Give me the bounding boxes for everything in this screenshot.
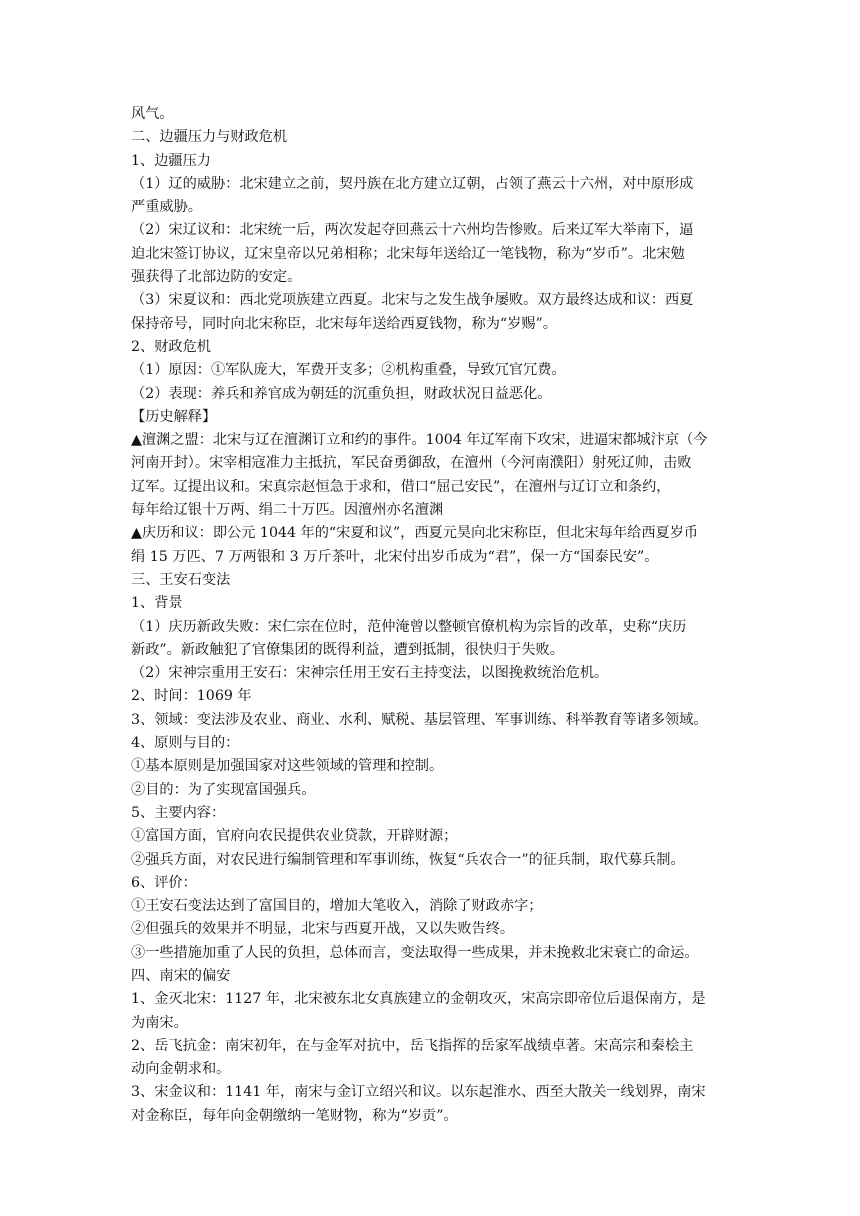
subsection-heading: 1、背景 — [131, 595, 183, 612]
text-line: （2）表现：养兵和养官成为朝廷的沉重负担，财政状况日益恶化。 — [131, 385, 552, 402]
text-line: ▲庆历和议：即公元 1044 年的“宋夏和议”，西夏元昊向北宋称臣，但北宋每年给西夏岁币 — [131, 525, 699, 542]
subsection-heading: 1、边疆压力 — [131, 152, 211, 169]
text-line: 为南宋。 — [131, 1014, 188, 1031]
text-line: 风气。 — [131, 106, 174, 122]
text-line: 3、领域：变法涉及农业、商业、水利、赋税、基层管理、军事训练、科举教育等诸多领域。 — [131, 711, 708, 728]
text-line: 严重威胁。 — [131, 199, 202, 216]
text-line: 保持帝号，同时向北宋称臣，北宋每年送给西夏钱物，称为“岁赐”。 — [131, 315, 557, 332]
text-line: ▲澶渊之盟：北宋与辽在澶渊订立和约的事件。1004 年辽军南下攻宋，进逼宋都城汴京（今 — [131, 432, 708, 449]
text-line: ①王安石变法达到了富国目的，增加大笔收入，消除了财政赤字； — [131, 898, 543, 915]
text-line: 每年给辽银十万两、绢二十万匹。因澶州亦名澶渊 — [131, 502, 444, 519]
text-line: 强获得了北部边防的安定。 — [131, 269, 302, 286]
text-line: 河南开封）。宋宰相寇准力主抵抗，军民奋勇御敌，在澶州（今河南濮阳）射死辽帅，击败 — [131, 455, 692, 472]
text-line: （2）宋辽议和：北宋统一后，两次发起夺回燕云十六州均告惨败。后来辽军大举南下，逼 — [131, 222, 694, 239]
text-line: 对金称臣，每年向金朝缴纳一笔财物，称为“岁贡”。 — [131, 1107, 458, 1124]
text-line: 3、宋金议和：1141 年，南宋与金订立绍兴和议。以东起淮水、西至大散关一线划界，南宋 — [131, 1084, 706, 1101]
text-line: （1）原因：①军队庞大，军费开支多；②机构重叠，导致冗官冗费。 — [131, 362, 566, 379]
section-heading: 【历史解释】 — [131, 408, 217, 425]
subsection-heading: 6、评价： — [131, 874, 197, 891]
text-line: 动向金朝求和。 — [131, 1061, 231, 1078]
text-line: ②强兵方面，对农民进行编制管理和军事训练，恢复“兵农合一”的征兵制，取代募兵制。 — [131, 851, 685, 868]
text-line: ③一些措施加重了人民的负担，总体而言，变法取得一些成果，并未挽救北宋衰亡的命运。 — [131, 944, 699, 961]
text-line: （3）宋夏议和：西北党项族建立西夏。北宋与之发生战争屡败。双方最终达成和议：西夏 — [131, 292, 694, 309]
subsection-heading: 4、原则与目的： — [131, 735, 240, 752]
text-line: ②目的：为了实现富国强兵。 — [131, 781, 316, 798]
section-heading: 二、边疆压力与财政危机 — [131, 129, 288, 146]
text-line: 迫北宋签订协议，辽宋皇帝以兄弟相称；北宋每年送给辽一笔钱物，称为“岁币”。北宋勉 — [131, 245, 685, 262]
text-line: （2）宋神宗重用王安石：宋神宗任用王安石主持变法，以图挽救统治危机。 — [131, 665, 609, 682]
text-line: ①基本原则是加强国家对这些领域的管理和控制。 — [131, 758, 444, 775]
subsection-heading: 2、财政危机 — [131, 338, 211, 355]
text-line: ①富国方面，官府向农民提供农业贷款，开辟财源； — [131, 828, 458, 845]
section-heading: 三、王安石变法 — [131, 571, 231, 588]
section-heading: 四、南宋的偏安 — [131, 967, 231, 984]
text-line: 2、时间：1069 年 — [131, 688, 252, 705]
text-line: ②但强兵的效果并不明显，北宋与西夏开战，又以失败告终。 — [131, 921, 515, 938]
text-line: （1）辽的威胁：北宋建立之前，契丹族在北方建立辽朝，占领了燕云十六州，对中原形成 — [131, 175, 694, 192]
text-line: （1）庆历新政失败：宋仁宗在位时，范仲淹曾以整顿官僚机构为宗旨的改革，史称“庆历 — [131, 618, 687, 635]
text-line: 新政”。新政触犯了官僚集团的既得利益，遭到抵制，很快归于失败。 — [131, 641, 564, 658]
text-line: 绢 15 万匹、7 万两银和 3 万斤茶叶，北宋付出岁币成为“君”，保一方“国泰民安”。 — [131, 548, 659, 565]
text-line: 2、岳飞抗金：南宋初年，在与金军对抗中，岳飞指挥的岳家军战绩卓著。宋高宗和秦桧主 — [131, 1037, 694, 1054]
subsection-heading: 5、主要内容： — [131, 804, 226, 821]
document-body — [131, 103, 735, 1128]
text-line: 1、金灭北宋：1127 年，北宋被东北女真族建立的金朝攻灭，宋高宗即帝位后退保南方，是 — [131, 991, 706, 1008]
text-line: 辽军。辽提出议和。宋真宗赵恒急于求和，借口“屈己安民”，在澶州与辽订立和条约， — [131, 478, 671, 495]
